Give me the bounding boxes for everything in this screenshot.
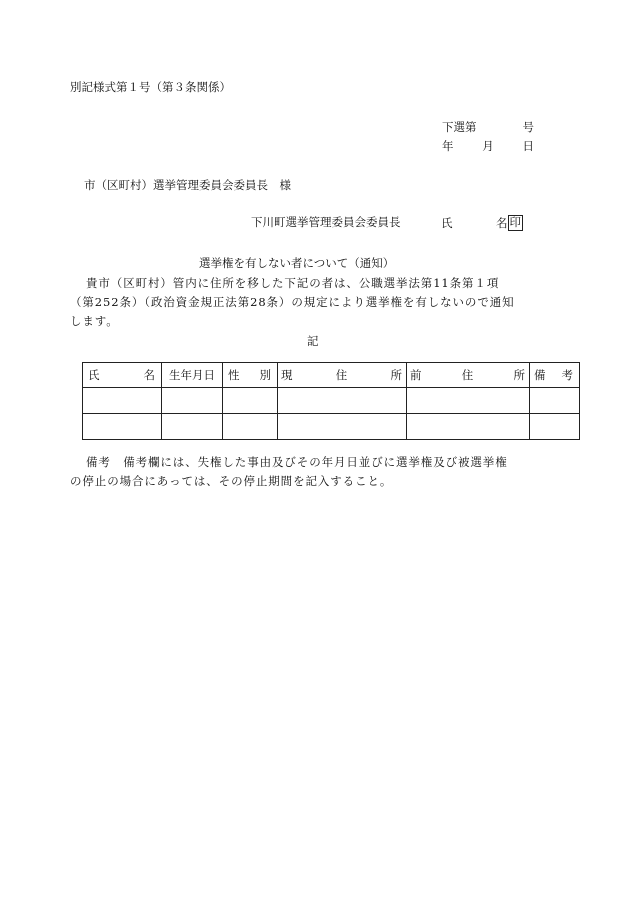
header-current-address-m: 住 — [335, 368, 348, 382]
doc-number-prefix: 下選第 — [442, 120, 477, 134]
sender-name-left: 氏 — [441, 216, 453, 230]
header-previous-address-b: 所 — [513, 368, 525, 382]
body-line-2: （第252条）（政治資金規正法第28条）の規定により選挙権を有しないので通知 — [70, 295, 515, 309]
date-year: 年 — [442, 139, 454, 153]
sender-name-right: 名 — [496, 216, 508, 230]
header-sex-a: 性 — [228, 368, 240, 382]
doc-number-suffix: 号 — [522, 120, 534, 134]
record-table — [82, 362, 580, 440]
header-remarks-b: 考 — [561, 368, 573, 382]
addressee: 市（区町村）選挙管理委員会委員長 様 — [84, 178, 291, 192]
body-line-1: 貴市（区町村）管内に住所を移した下記の者は、公職選挙法第11条第１項 — [86, 276, 500, 290]
header-sex-b: 別 — [259, 368, 271, 382]
table-header-row — [83, 363, 580, 388]
form-number: 別記様式第１号（第３条関係） — [70, 80, 231, 94]
subject-title: 選挙権を有しない者について（通知） — [199, 256, 395, 270]
table-row — [83, 388, 580, 414]
table-cell — [278, 388, 407, 414]
header-current-address-a: 現 — [281, 368, 293, 382]
header-birthdate-text: 生年月日 — [169, 368, 215, 382]
header-name-a: 氏 — [88, 368, 100, 382]
table-cell — [162, 414, 223, 440]
note-line-2: の停止の場合にあっては、その停止期間を記入すること。 — [70, 474, 393, 488]
header-remarks — [530, 363, 580, 388]
header-birthdate — [162, 363, 223, 388]
header-current-address-b: 所 — [390, 368, 402, 382]
header-previous-address — [407, 363, 530, 388]
header-previous-address-m: 住 — [461, 368, 474, 382]
table-row — [83, 414, 580, 440]
date-month: 月 — [482, 139, 494, 153]
table-cell — [83, 414, 162, 440]
table-cell — [530, 414, 580, 440]
table-cell — [223, 414, 278, 440]
note-line-1: 備考 備考欄には、失権した事由及びその年月日並びに選挙権及び被選挙権 — [86, 455, 508, 469]
table-cell — [278, 414, 407, 440]
sender-title: 下川町選挙管理委員会委員長 — [251, 215, 401, 229]
table-cell — [83, 388, 162, 414]
header-remarks-a: 備 — [534, 368, 546, 382]
date-line — [442, 141, 534, 153]
header-previous-address-a: 前 — [410, 368, 422, 382]
body-line-3: します。 — [70, 314, 119, 328]
ki-heading: 記 — [307, 334, 319, 348]
sender-name-field — [441, 217, 523, 231]
header-name-b: 名 — [143, 368, 155, 382]
table-cell — [162, 388, 223, 414]
table-cell — [407, 414, 530, 440]
table-cell — [530, 388, 580, 414]
header-current-address — [278, 363, 407, 388]
header-sex — [223, 363, 278, 388]
date-day: 日 — [522, 139, 534, 153]
table-cell — [407, 388, 530, 414]
table-cell — [223, 388, 278, 414]
seal-stamp: 印 — [509, 215, 521, 229]
header-name — [83, 363, 162, 388]
doc-number — [442, 122, 534, 134]
